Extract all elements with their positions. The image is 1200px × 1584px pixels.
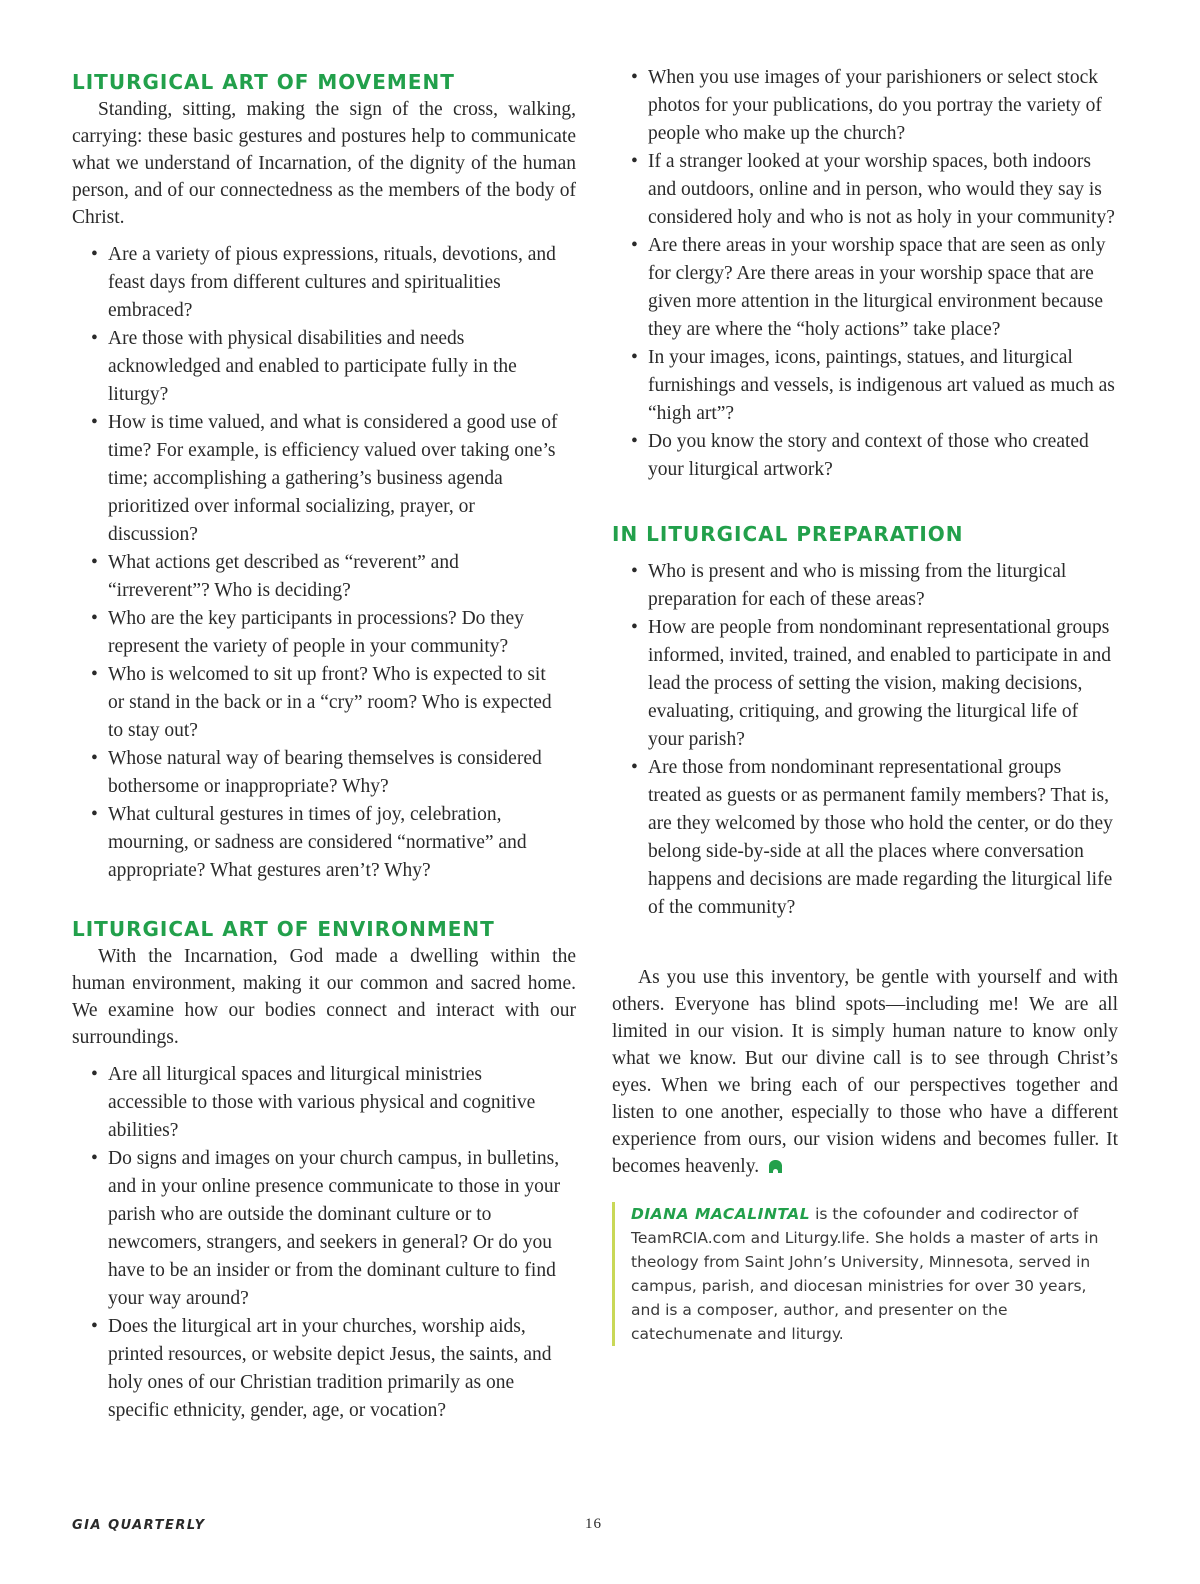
end-mark-icon: [769, 1160, 782, 1173]
list-item: • Do signs and images on your church campus, in bulletins, and in your online presence communicate to those in your parish who are outside the dominant culture or to newcomers, strangers, and seekers in general? Or do you have to be an insider or from the dominant culture to find your way around?: [91, 1148, 561, 1309]
preparation-question-list: [612, 558, 1118, 922]
list-item: • If a stranger looked at your worship spaces, both indoors and outdoors, online and in person, who would they say is considered holy and who is not as holy in your community?: [631, 151, 1115, 228]
list-item: • In your images, icons, paintings, statues, and liturgical furnishings and vessels, is indigenous art valued as much as “high art”?: [631, 347, 1115, 424]
environment-question-list-continued: [612, 64, 1118, 484]
heading-movement: LITURGICAL ART OF MOVEMENT: [72, 70, 455, 94]
list-item: • Are those from nondominant representational groups treated as guests or as permanent family members? That is, are they welcomed by those who hold the center, or do they belong side-by-side at all the places where conversation happens and decisions are made regarding the liturgical life of the community?: [631, 757, 1113, 918]
heading-preparation: IN LITURGICAL PREPARATION: [612, 522, 964, 546]
environment-intro: With the Incarnation, God made a dwelling within the human environment, making it our common and sacred home. We examine how our bodies connect and interact with our surroundings.: [72, 946, 576, 1048]
author-bio-text: is the cofounder and codirector of TeamRCIA.com and Liturgy.life. She holds a master of arts in theology from Saint John’s University, Minnesota, served in campus, parish, and diocesan ministries for over 30 years, and is a composer, author, and presenter on the catechumenate and liturgy.: [631, 1205, 1099, 1343]
list-item: • How are people from nondominant representational groups informed, invited, trained, and enabled to participate in and lead the process of setting the vision, making decisions, evaluating, critiquing, and growing the liturgical life of your parish?: [631, 617, 1111, 750]
list-item: • Who is welcomed to sit up front? Who is expected to sit or stand in the back or in a “cry” room? Who is expected to stay out?: [91, 664, 552, 741]
list-item: • Are a variety of pious expressions, rituals, devotions, and feast days from different cultures and spiritualities embraced?: [91, 244, 556, 321]
list-item: • What cultural gestures in times of joy, celebration, mourning, or sadness are considered “normative” and appropriate? What gestures aren’t? Why?: [91, 804, 527, 881]
list-item: • What actions get described as “reverent” and “irreverent”? Who is deciding?: [91, 552, 459, 601]
movement-intro: Standing, sitting, making the sign of the cross, walking, carrying: these basic gestures and postures help to communicate what we understand of Incarnation, of the dignity of the human person, and of our connectedness as the members of the body of Christ.: [72, 99, 576, 228]
publication-name: GIA QUARTERLY: [72, 1518, 206, 1533]
list-item: • Are those with physical disabilities and needs acknowledged and enabled to participate fully in the liturgy?: [91, 328, 517, 405]
list-item: • When you use images of your parishioners or select stock photos for your publications, do you portray the variety of people who make up the church?: [631, 67, 1102, 144]
heading-environment: LITURGICAL ART OF ENVIRONMENT: [72, 917, 495, 941]
list-item: • Who are the key participants in processions? Do they represent the variety of people in your community?: [91, 608, 524, 657]
list-item: • Are all liturgical spaces and liturgical ministries accessible to those with various physical and cognitive abilities?: [91, 1064, 536, 1141]
author-bio: [612, 1202, 1118, 1346]
closing-paragraph: As you use this inventory, be gentle with yourself and with others. Everyone has blind spots—including me! We are all limited in our vision. It is simply human nature to know only what we know. But our divine call is to see through Christ’s eyes. When we bring each of our perspectives together and listen to one another, especially to those who have a different experience from ours, our vision widens and becomes fuller. It becomes heavenly.: [612, 967, 1118, 1177]
list-item: • Who is present and who is missing from the liturgical preparation for each of these areas?: [631, 561, 1067, 610]
page-number: 16: [585, 1516, 602, 1532]
list-item: • Do you know the story and context of those who created your liturgical artwork?: [631, 431, 1089, 480]
list-item: • Are there areas in your worship space that are seen as only for clergy? Are there areas in your worship space that are given more attention in the liturgical environment because they are where the “holy actions” take place?: [631, 235, 1106, 340]
list-item: • How is time valued, and what is considered a good use of time? For example, is efficiency valued over taking one’s time; accomplishing a gathering’s business agenda prioritized over informal socializing, prayer, or discussion?: [91, 412, 558, 545]
author-name: DIANA MACALINTAL: [631, 1205, 811, 1223]
list-item: • Does the liturgical art in your churches, worship aids, printed resources, or website depict Jesus, the saints, and holy ones of our Christian tradition primarily as one specific ethnicity, gender, age, or vocation?: [91, 1316, 552, 1421]
movement-question-list: [72, 241, 576, 885]
environment-question-list: [72, 1061, 576, 1425]
list-item: • Whose natural way of bearing themselves is considered bothersome or inappropriate? Why?: [91, 748, 542, 797]
right-column: [612, 64, 1118, 1346]
left-column: [72, 64, 576, 1425]
